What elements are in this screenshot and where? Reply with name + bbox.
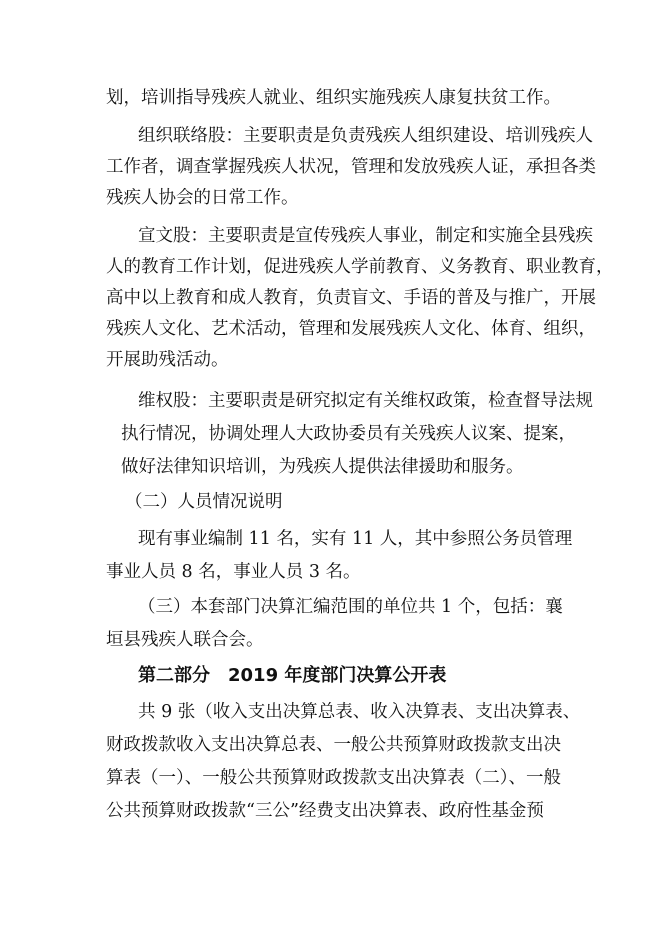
text-line: 垣县残疾人联合会。 [106,630,264,650]
text-line: 执行情况，协调处理人大政协委员有关残疾人议案、提案， [121,424,576,444]
text-line: 现有事业编制 11 名，实有 11 人，其中参照公务员管理 [138,529,573,549]
text-line: 财政拨款收入支出决算总表、一般公共预算财政拨款支出决 [106,735,561,755]
part-heading: 第二部分 2019 年度部门决算公开表 [138,665,447,686]
text-line: 维权股：主要职责是研究拟定有关维权政策，检查督导法规 [138,391,593,411]
text-line: 人的教育工作计划，促进残疾人学前教育、义务教育、职业教育， [106,257,614,277]
text-line: 开展助残活动。 [106,350,229,370]
text-line: 共 9 张（收入支出决算总表、收入决算表、支出决算表、 [138,702,581,722]
text-line: 划，培训指导残疾人就业、组织实施残疾人康复扶贫工作。 [106,88,561,108]
text-line: 工作者，调查掌握残疾人状况，管理和发放残疾人证，承担各类 [106,157,596,177]
text-line: 做好法律知识培训，为残疾人提供法律援助和服务。 [121,457,524,477]
text-line: 残疾人文化、艺术活动，管理和发展残疾人文化、体育、组织， [106,319,596,339]
text-line: 组织联络股：主要职责是负责残疾人组织建设、培训残疾人 [138,126,593,146]
text-line: 算表（一）、一般公共预算财政拨款支出决算表（二）、一般 [106,768,561,788]
section-subheading: （二）人员情况说明 [125,492,283,512]
text-line: 宣文股：主要职责是宣传残疾人事业，制定和实施全县残疾 [138,226,593,246]
text-line: 残疾人协会的日常工作。 [106,188,299,208]
text-line: 高中以上教育和成人教育，负责盲文、手语的普及与推广，开展 [106,288,596,308]
text-line: 事业人员 8 名，事业人员 3 名。 [106,562,361,582]
text-line: 公共预算财政拨款“三公”经费支出决算表、政府性基金预 [106,801,544,821]
text-line: （三）本套部门决算汇编范围的单位共 1 个，包括：襄 [138,597,563,617]
